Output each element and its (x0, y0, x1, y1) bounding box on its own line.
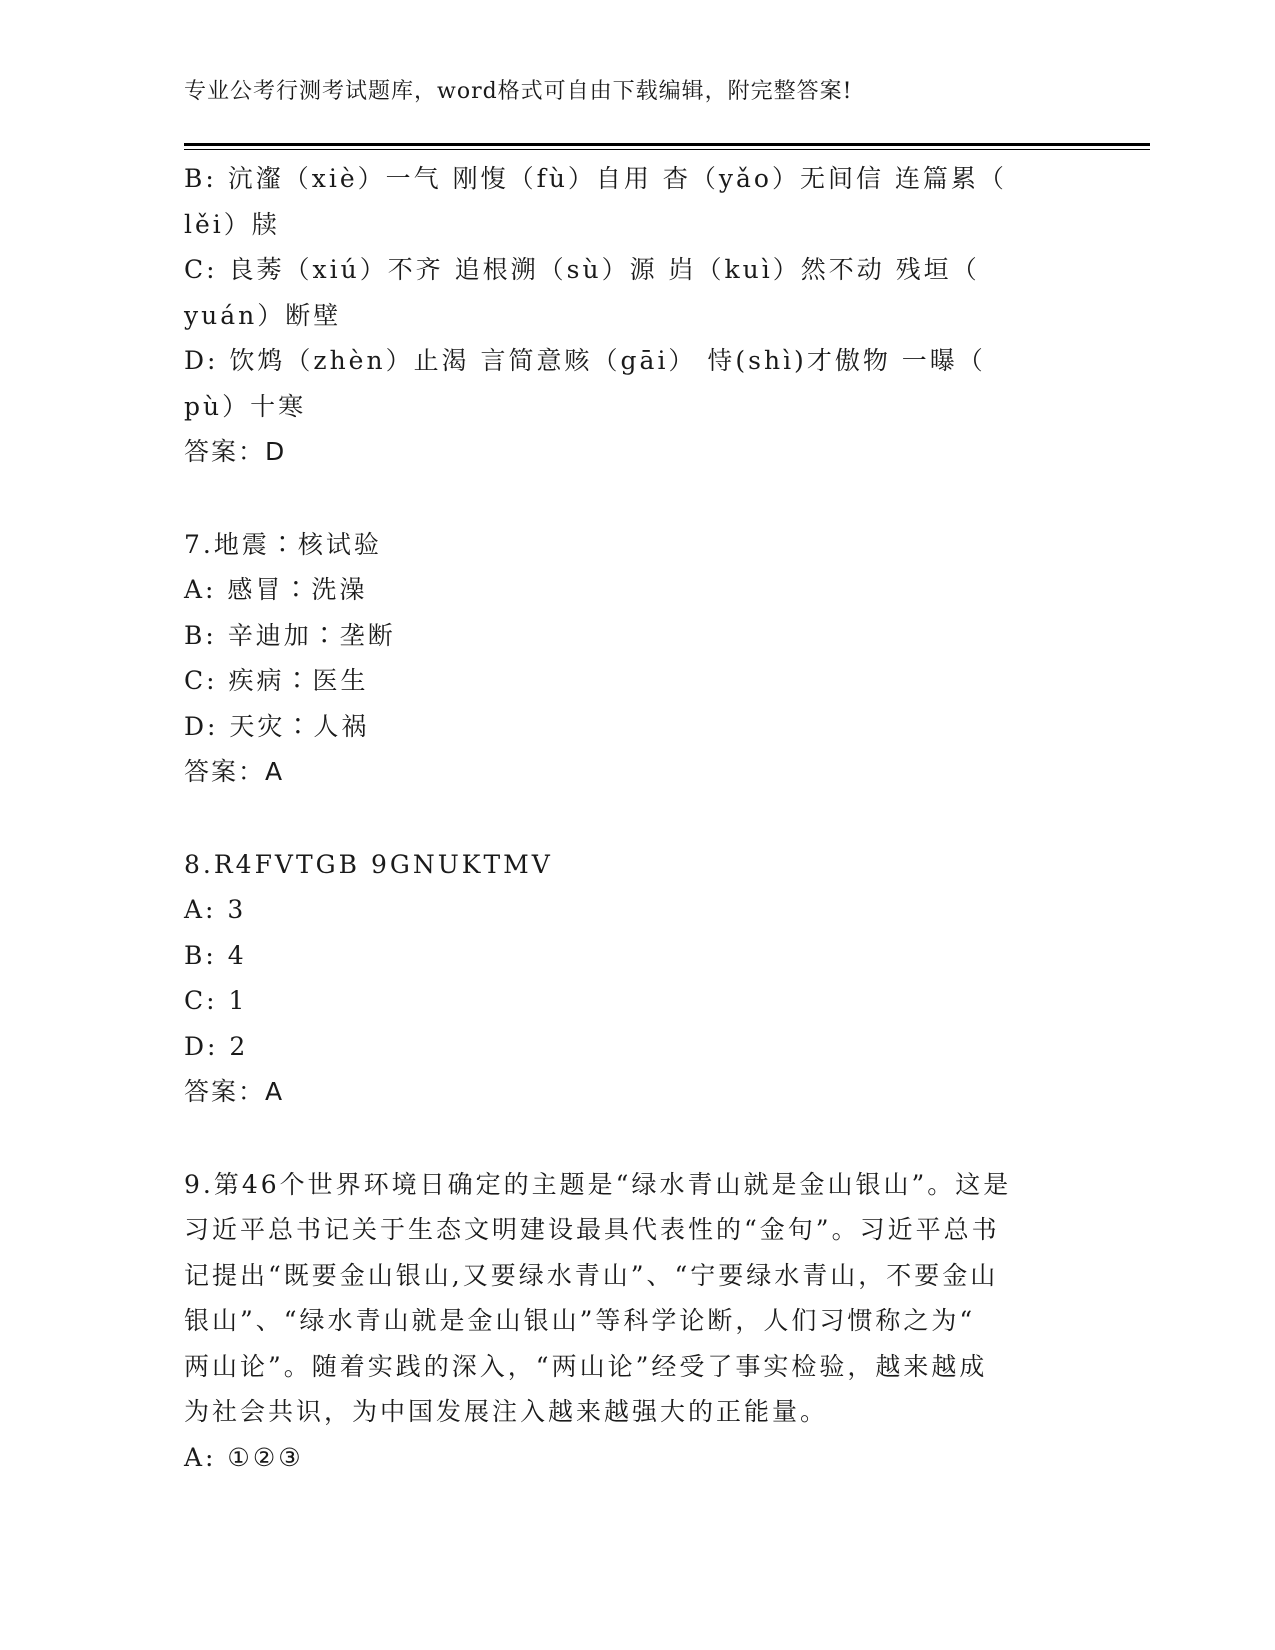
header-rule-thick (184, 143, 1150, 146)
page-header: 专业公考行测考试题库，word格式可自由下载编辑，附完整答案! (184, 79, 853, 104)
question-7 (184, 522, 1064, 795)
question-stem-line: 9.第46个世界环境日确定的主题是“绿水青山就是金山银山”。这是 (184, 1169, 1012, 1199)
option-a: A: 感冒∶洗澡 (184, 575, 368, 604)
question-stem-line: 习近平总书记关于生态文明建设最具代表性的“金句”。习近平总书 (184, 1215, 1000, 1244)
question-gap (184, 475, 1064, 522)
option-c: C: 疾病∶医生 (184, 666, 369, 695)
header-rule-thin (184, 149, 1150, 150)
question-stem: 7.地震∶核试验 (184, 529, 382, 559)
option-b: B: 辛迪加∶垄断 (184, 620, 396, 650)
question-stem-line: 为社会共识，为中国发展注入越来越强大的正能量。 (184, 1397, 829, 1426)
question-gap (184, 795, 1064, 842)
option-a: A: ①②③ (184, 1442, 304, 1472)
option-c-line-1: C: 良莠（xiú）不齐 追根溯（sù）源 岿（kuì）然不动 残垣（ (184, 255, 980, 284)
option-c: C: 1 (184, 986, 248, 1015)
option-d-line-1: D: 饮鸩（zhèn）止渴 言简意赅（gāi） 恃(shì)才傲物 一曝（ (184, 346, 986, 375)
option-d: D: 2 (184, 1031, 249, 1061)
question-6 (184, 156, 1064, 475)
question-stem-line: 银山”、“绿水青山就是金山银山”等科学论断，人们习惯称之为“ (184, 1306, 976, 1335)
question-stem-line: 两山论”。随着实践的深入，“两山论”经受了事实检验，越来越成 (184, 1351, 988, 1381)
option-b-line-2: lěi）牍 (184, 209, 280, 239)
option-a: A: 3 (184, 895, 247, 924)
option-b-line-1: B: 沆瀣（xiè）一气 刚愎（fù）自用 杳（yǎo）无间信 连篇累（ (184, 164, 1007, 193)
option-d-line-2: pù）十寒 (184, 391, 307, 421)
option-d: D: 天灾∶人祸 (184, 711, 370, 741)
question-8 (184, 842, 1064, 1115)
answer-line: 答案：A (184, 757, 285, 786)
question-gap (184, 1115, 1064, 1162)
question-9 (184, 1162, 1064, 1481)
option-c-line-2: yuán）断壁 (184, 300, 342, 330)
question-stem: 8.R4FVTGB 9GNUKTMV (184, 849, 553, 879)
option-b: B: 4 (184, 940, 247, 970)
answer-line: 答案：D (184, 437, 287, 466)
question-stem-line: 记提出“既要金山银山,又要绿水青山”、“宁要绿水青山，不要金山 (184, 1260, 999, 1290)
answer-line: 答案：A (184, 1077, 285, 1106)
question-content (184, 156, 1064, 1480)
